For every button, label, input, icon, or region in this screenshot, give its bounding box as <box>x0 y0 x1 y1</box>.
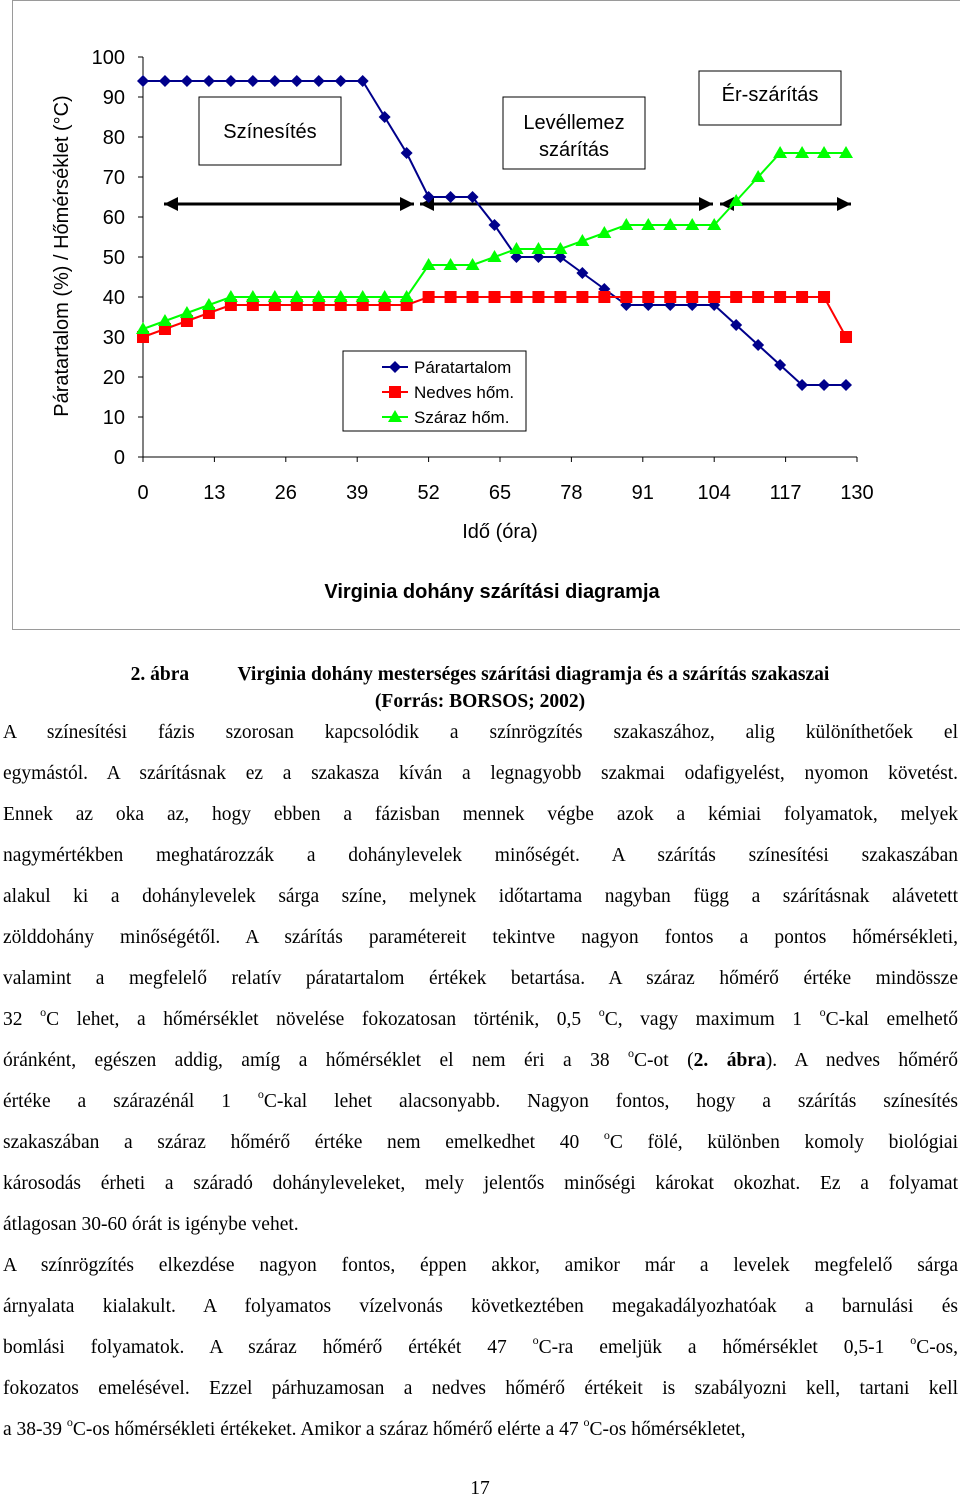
text-line: bomlási folyamatok. A száraz hőmérő értékét 47 $^o$C-ra emeljük a hőmérséklet 0,5-1 $^o$C-os, <box>3 1333 958 1358</box>
text-line: óránként, egészen addig, amíg a hőmérséklet el nem éri a 38 $^o$C-ot (2. ábra). A nedves hőmérő <box>3 1046 959 1071</box>
x-tick-label: 52 <box>417 482 440 504</box>
text-line: 32 $^o$C lehet, a hőmérséklet növelése fokozatosan történik, 0,5 $^o$C, vagy maximum 1 $^o$C-kal emelhető <box>3 1005 959 1030</box>
data-point <box>620 291 632 303</box>
legend-label: Száraz hőm. <box>414 408 510 427</box>
data-point <box>181 75 193 87</box>
text-line: nagymértékben meghatározzák a dohánylevelek minőségét. A szárítás színesítési szakaszában <box>3 845 958 866</box>
curing-chart <box>0 0 960 632</box>
y-tick-label: 80 <box>102 127 125 149</box>
data-point <box>423 291 435 303</box>
text-line: átlagosan 30-60 órát is igénybe vehet. <box>3 1214 299 1235</box>
page-number: 17 <box>470 1478 490 1499</box>
data-point <box>818 291 830 303</box>
annotation-levellemez-line1: Levéllemez <box>523 112 625 134</box>
text-line: értéke a szárazénál 1 $^o$C-kal lehet alacsonyabb. Nagyon fontos, hogy a szárítás színesítés <box>3 1087 958 1112</box>
x-tick-label: 78 <box>560 482 583 504</box>
data-point <box>137 75 149 87</box>
data-point <box>730 291 742 303</box>
data-point <box>203 75 215 87</box>
text-line: egymástól. A szárításnak ez a szakasza kíván a legnagyobb szakmai odafigyelést, nyomon követést. <box>3 763 958 784</box>
text-line: fokozatos emelésével. Ezzel párhuzamosan a nedves hőmérő értékeit is szabályozni kell, tartani kell <box>3 1378 958 1399</box>
data-point <box>642 291 654 303</box>
data-point <box>686 291 698 303</box>
data-point <box>664 291 676 303</box>
y-tick-label: 10 <box>102 407 125 429</box>
text-line: zölddohány minőségétől. A szárítás paramétereit tekintve nagyon fontos a pontos hőmérsékleti, <box>3 927 958 948</box>
text-line: A színesítési fázis szorosan kapcsolódik a színrögzítés szakaszához, alig különíthetőek el <box>3 722 958 743</box>
text-line: valamint a megfelelő relatív páratartalom értékek betartása. A száraz hőmérő értéke mindössze <box>3 968 958 989</box>
data-point <box>313 75 325 87</box>
data-point <box>796 291 808 303</box>
data-point <box>401 147 413 159</box>
x-tick-label: 91 <box>631 482 654 504</box>
chart-legend <box>343 351 526 431</box>
legend-label: Nedves hőm. <box>414 383 515 402</box>
legend-label: Páratartalom <box>414 358 512 377</box>
figure-caption-line1: 2. ábra Virginia dohány mesterséges szárítási diagramja és a szárítás szakaszai <box>130 664 830 685</box>
y-tick-label: 70 <box>102 167 125 189</box>
data-point <box>840 331 852 343</box>
data-point <box>445 191 457 203</box>
annotation-levellemez <box>503 97 645 169</box>
data-point <box>225 75 237 87</box>
text-line: szakaszában a száraz hőmérő értéke nem emelkedhet 40 $^o$C fölé, különben komoly biológiai <box>3 1128 958 1153</box>
x-tick-label: 13 <box>203 482 226 504</box>
x-tick-label: 26 <box>274 482 297 504</box>
x-tick-label: 39 <box>346 482 369 504</box>
annotation-levellemez-line2: szárítás <box>538 139 610 161</box>
y-tick-label: 100 <box>91 47 125 69</box>
phase-arrow-head-right <box>400 197 414 211</box>
annotation-er-szaritas <box>699 71 841 125</box>
x-tick-label: 0 <box>137 482 149 504</box>
x-tick-label: 65 <box>488 482 512 504</box>
y-tick-label: 90 <box>102 87 125 109</box>
legend-marker <box>389 386 401 398</box>
y-tick-label: 60 <box>102 207 125 229</box>
text-line: a 38-39 $^o$C-os hőmérsékleti értékeket. Amikor a száraz hőmérő elérte a 47 $^o$C-os hőmérsékletet, <box>3 1415 746 1440</box>
body-paragraph-2 <box>3 1245 958 1450</box>
data-point <box>357 75 369 87</box>
annotation-er-szaritas-text: Ér-szárítás <box>721 84 819 106</box>
text-line: alakul ki a dohánylevelek sárga színe, melynek időtartama nagyban függ a szárításnak alávetett <box>3 886 958 907</box>
data-point <box>247 75 259 87</box>
y-tick-label: 0 <box>113 447 125 469</box>
data-point <box>840 379 852 391</box>
y-tick-label: 50 <box>102 247 125 269</box>
series-2 <box>137 291 852 343</box>
data-point <box>752 291 764 303</box>
data-point <box>489 291 501 303</box>
phase-arrows <box>164 197 851 211</box>
y-axis-label-group <box>51 95 73 416</box>
data-point <box>818 379 830 391</box>
data-point <box>379 111 391 123</box>
y-axis-label: Páratartalom (%) / Hőmérséklet (°C) <box>51 95 73 417</box>
y-tick-label: 20 <box>102 367 125 389</box>
data-point <box>576 291 588 303</box>
text-line: károsodás érheti a száradó dohányleveleket, mely jelentős minőségi károkat okozhat. Ez a folyamat <box>3 1173 958 1194</box>
annotation-szinesites <box>199 97 341 165</box>
data-point <box>510 291 522 303</box>
data-point <box>335 75 347 87</box>
annotation-szinesites-text: Színesítés <box>223 121 317 143</box>
x-tick-label: 130 <box>840 482 874 504</box>
data-point <box>774 291 786 303</box>
data-point <box>708 291 720 303</box>
data-point <box>467 291 479 303</box>
data-point <box>269 75 281 87</box>
data-point <box>598 291 610 303</box>
data-point <box>159 75 171 87</box>
x-axis-label: Idő (óra) <box>462 521 538 543</box>
chart-title: Virginia dohány szárítási diagramja <box>324 581 660 603</box>
x-tick-label: 117 <box>769 482 802 504</box>
x-tick-label: 104 <box>697 482 731 504</box>
y-tick-label: 30 <box>102 327 125 349</box>
data-point <box>532 291 544 303</box>
y-tick-label: 40 <box>102 287 125 309</box>
phase-arrow-head-left <box>164 197 178 211</box>
text-line: A színrögzítés elkezdése nagyon fontos, éppen akkor, amikor már a levelek megfelelő sárga <box>3 1255 958 1276</box>
figure-caption-line2: (Forrás: BORSOS; 2002) <box>374 691 586 712</box>
text-line: árnyalata kialakult. A folyamatos vízelvonás következtében megakadályozhatóak a barnulási és <box>3 1296 958 1317</box>
phase-arrow-head-right <box>699 197 713 211</box>
phase-arrow-head-right <box>837 197 851 211</box>
body-paragraph-1 <box>3 712 958 1245</box>
text-line: Ennek az oka az, hogy ebben a fázisban mennek végbe azok a kémiai folyamatok, melyek <box>3 804 958 825</box>
data-point <box>554 291 566 303</box>
data-point <box>445 291 457 303</box>
data-point <box>291 75 303 87</box>
